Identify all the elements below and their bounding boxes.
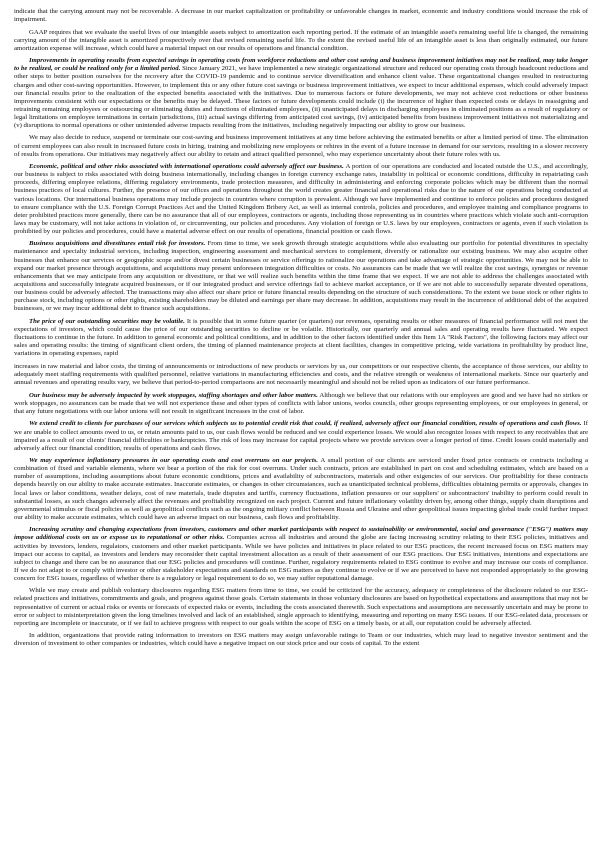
paragraph-2-text: GAAP requires that we evaluate the useful lives of our intangible assets subject to amortization each reporting period. If the estimate of an intangible asset's remaining useful life is changed, the remaining carrying amount of the intangible asset is amortized prospectively over that revised remaining useful life. To the extent the revised useful life of an intangible asset is less than originally estimated, our future amortization expense will increase, which could have a material impact on our results of operations and financial condition. — [14, 28, 588, 52]
paragraph-5 — [14, 163, 588, 236]
paragraph-6-text: From time to time, we seek growth through strategic acquisitions while also evaluating our portfolio for potential divestitures in specialty maintenance and specialty industrial services, including inspection, engineering assessment and mechanical services to complement, diversify or rationalize our existing business. We may also acquire other businesses that enhance our services or geographic scope and/or divest certain businesses or service offerings to rationalize our operations and take advantage of strategic opportunities. We may not be able to expand our market presence through acquisitions, and acquisitions may present unforeseen integration difficulties or costs. No assurances can be made that we will realize the cost savings, synergies or revenue enhancements that we may anticipate from any acquisition or divestiture, or that we will realize such benefits within the time frame that we expect. If we are not able to address the challenges associated with acquisitions and successfully integrate acquired businesses, or if our integrated product and service offerings fail to achieve market acceptance, or if we are not able to successfully separate divested operations, our business could be adversely affected. The transactions may also affect our share price or future financial results depending on the structure of such considerations. To the extent we issue stock or other rights to purchase stock, including options or other rights, existing shareholders may be diluted and earnings per share may decrease. In addition, acquisitions may result in the incurrence of additional debt of the acquired businesses, or we may incur additional debt to finance such acquisitions. — [14, 240, 589, 313]
paragraph-8 — [14, 363, 588, 387]
paragraph-3-heading: Improvements in operating results from expected savings in operating costs from workforce reductions and other cost saving and business improvement initiatives may not be realized, may take longer to be realized, or could be realized only for a limited period. — [14, 57, 588, 73]
paragraph-6-heading: Business acquisitions and divestitures entail risk for investors. — [29, 240, 206, 248]
paragraph-7-text: It is possible that in some future quarter (or quarters) our revenues, operating results or other measures of financial performance will not meet the expectations of investors, which could cause the price of our outstanding securities to decline or be volatile. Historically, our quarterly and annual sales and operating results have fluctuated. We expect fluctuations to continue in the future. In addition to general economic and political conditions, and in addition to the other factors identified under this Item 1A "Risk Factors", the following factors may affect our sales and operating results: the timing of significant client orders, the timing of planned maintenance projects at client facilities, changes in competitive pricing, wide variations in profitability by product line, variations in operating expenses, rapid — [14, 317, 588, 357]
paragraph-12-heading: Increasing scrutiny and changing expectations from investors, customers and other market participants with respect to sustainability or environmental, social and governance ("ESG") matters may impose additional costs on us or expose us to reputational or other risks. — [14, 526, 588, 542]
paragraph-13 — [14, 587, 588, 627]
paragraph-13-text: While we may create and publish voluntary disclosures regarding ESG matters from time to time, we could be criticized for the accuracy, adequacy or completeness of the disclosure related to our ESG-related practices and initiatives, commitments and goals, and progress against those goals. Certain statements in those voluntary disclosures are based on hypothetical expectations and assumptions that may not be representative of current or actual risks or events or forecasts of expected risks or events, including the costs associated therewith. Such expectations and assumptions are necessarily uncertain and may be prone to error or subject to misinterpretation given the long timelines involved and lack of an established, single approach to identifying, measuring and reporting on many ESG issues. If our ESG-related data, processes or reporting are incomplete or inaccurate, or if we fail to achieve progress with respect to our goals within the scope of ESG on a timely basis, or at all, our reputation could be adversely affected. — [14, 587, 588, 627]
paragraph-4 — [14, 134, 588, 158]
paragraph-1-text: indicate that the carrying amount may not be recoverable. A decrease in our market capitalization or profitability or unfavorable changes in market, economic and industry conditions would increase the risk of impairment. — [14, 8, 588, 24]
paragraph-14 — [14, 632, 588, 648]
paragraph-3 — [14, 57, 588, 130]
paragraph-11 — [14, 457, 588, 522]
paragraph-12 — [14, 526, 588, 583]
paragraph-8-text: increases in raw material and labor costs, the timing of announcements or introductions of new products or services by us, our competitors or our respective clients, the acceptance of those services, our ability to adequately meet staffing requirements with qualified personnel, relative variations in manufacturing efficiencies and costs, and the relative strength or weakness of international markets. Since our quarterly and annual revenues and operating results vary, we believe that period-to-period comparisons are not necessarily meaningful and should not be relied upon as indicators of our future performance. — [14, 363, 588, 387]
paragraph-7-heading: The price of our outstanding securities may be volatile. — [29, 317, 185, 325]
paragraph-2 — [14, 29, 588, 53]
paragraph-14-text: In addition, organizations that provide rating information to investors on ESG matters may assign unfavorable ratings to Team or our industries, which may lead to negative investor sentiment and the diversion of investment to other companies or industries, which could have a negative impact on our stock price and our costs of capital. To the extent — [14, 632, 588, 648]
paragraph-9-text: Although we believe that our relations with our employees are good and we have had no strikes or work stoppages, no assurances can be made that we will not experience these and other types of conflicts with labor unions, works councils, other groups representing employees, or our employees in general, or that any future negotiations with our labor unions will not result in significant increases in the cost of labor. — [14, 391, 588, 415]
paragraph-10 — [14, 420, 588, 452]
paragraph-1 — [14, 8, 588, 24]
paragraph-6 — [14, 240, 588, 313]
paragraph-7 — [14, 318, 588, 358]
paragraph-4-text: We may also decide to reduce, suspend or terminate our cost-saving and business improvement initiatives at any time before achieving the estimated benefits or after a limited period of time. The elimination of current employees can also result in increased future costs in hiring, training and mobilizing new employees or rehires in the event of a future increase in demand for our services, resulting in a slower recovery of results from operations. Our initiatives may negatively affect our ability to retain and attract qualified personnel, who may experience uncertainty about their future roles with us. — [14, 134, 588, 158]
paragraph-9 — [14, 392, 588, 416]
paragraph-5-text: A portion of our operations are conducted and located outside the U.S., and accordingly, our business is subject to risks associated with doing business internationally, including changes in foreign currency exchange rates, instability in political or economic conditions, difficulty in repatriating cash proceeds, differing employee relations, differing regulatory environments, trade protection measures, and difficulty in administering and enforcing corporate policies which may be different than the normal business practices of local cultures. Further, the presence of our offices and operations throughout the world creates greater financial and operational risks due to the nature of our operations being conducted at various locations. Our international business operations may include projects in countries where corruption is prevalent. Although we have implemented and continue to enforce policies and procedures designed to ensure compliance with the U.S. Foreign Corrupt Practices Act and the United Kingdom Bribery Act, as well as internal controls, policies and procedures, and employee training and compliance programs to deter prohibited practices more generally, there can be no assurance that all of our employees, contractors or agents, including those representing us in countries where practices which violate such anti-corruption laws may be customary, will not take actions in violation of, or circumventing, our policies and procedures. Any violation of foreign or U.S. laws by our employees, contractors or agents, even if such violation is prohibited by our policies and procedures, could have a material adverse effect on our results of operations, financial position or cash flows. — [14, 163, 588, 235]
paragraph-3-text: Since January 2021, we have implemented a new strategic organizational structure and reduced our operating costs through headcount reductions and other steps to better position ourselves for the recovery after the COVID-19 pandemic and to continue service diversification and enhance client value. These organizational changes resulted in restructuring charges and other cost-saving opportunities. However, to implement this or any other future cost savings or business improvement initiatives, we expect to incur additional expenses, which could adversely impact our financial results prior to the realization of the expected benefits associated with the initiatives. Due to numerous factors or future developments, we may not achieve cost reductions or other business improvements consistent with our expectations or the benefits may be delayed. These factors or future developments could include (i) the incurrence of higher than expected costs or delays in reassigning and retraining remaining employees or outsourcing or eliminating duties and functions of eliminated employees, (ii) unanticipated delays in discharging employees in eliminated positions as a result of regulatory or legal limitations on employee terminations in certain jurisdictions, (iii) actual savings differing from anticipated cost savings, (iv) anticipated benefits from business improvement initiatives not materializing and (v) disruptions to normal operations or other unintended adverse impacts resulting from the initiatives, including negatively impacting our ability to grow our business. — [14, 65, 589, 129]
paragraph-11-heading: We may experience inflationary pressures in our operating costs and cost overruns on our projects. — [29, 457, 319, 465]
paragraph-5-heading: Economic, political and other risks associated with international operations could adversely affect our business. — [29, 163, 344, 171]
paragraph-12-text: Companies across all industries and around the globe are facing increasing scrutiny relating to their ESG policies, initiatives and activities by investors, lenders, regulators, customers and other market participants. While we have policies and initiatives in place related to our ESG practices, the recent increased focus on ESG matters may impact our access to capital, as investors and lenders may reconsider their capital investment allocation as a result of their assessment of our ESG practices. Our ESG initiatives, intentions and expectations are subject to change and there can be no assurance that our ESG policies and procedures will continue. Further, regulatory requirements related to ESG continue to evolve and may increase our costs of compliance. If we do not adapt to or comply with investor or other stakeholder expectations and standards on ESG matters as they continue to evolve or if we are perceived to have not responded appropriately to the growing concern for ESG issues, regardless of whether there is a regulatory or legal requirement to do so, we may suffer reputational damage. — [14, 534, 588, 582]
paragraph-9-heading: Our business may be adversely impacted by work stoppages, staffing shortages and other labor matters. — [29, 391, 318, 399]
paragraph-10-heading: We extend credit to clients for purchases of our services which subjects us to potential credit risk that could, if realized, adversely affect our financial condition, results of operations and cash flows. — [29, 420, 582, 428]
paragraph-11-text: A small portion of our clients are serviced under fixed price contracts or contracts including a combination of fixed and variable elements, where we bear a portion of the risk for cost overruns. Under such contracts, prices are established in part on cost and scheduling estimates, which are based on a number of assumptions, including assumptions about future economic conditions, prices and availability of subcontractors, materials and other exigencies of our services. Our profitability for these contracts depends heavily on our ability to make accurate estimates. Inaccurate estimates, or changes in other circumstances, such as unanticipated technical problems, difficulties obtaining permits or approvals, changes in local laws or labor conditions, weather delays, cost of raw materials, trade disputes and tariffs, currency fluctuations, inflation pressures or our suppliers' or subcontractors' inability to perform could result in substantial losses, as such changes adversely affect the revenues and profitability recognized on each project. Current and future inflationary volatility driven by, among other things, supply chain disruptions and governmental stimulus or fiscal policies as well as geopolitical conflicts such as the ongoing military conflict between Russia and Ukraine and other geopolitical issues impacting global trade could further impact our ability to make accurate estimates, which could have an adverse impact on our business, cash flows and profitability. — [14, 457, 588, 521]
paragraph-10-text: If we are unable to collect amounts owed to us, or retain amounts paid to us, our cash flows would be reduced and we could experience losses. We would also recognize losses with respect to any receivables that are impaired as a result of our clients' financial difficulties or bankruptcies. The risk of loss may increase for capital projects where we provide services over a longer period of time. Credit losses could materially and adversely affect our financial condition, results of operations and cash flows. — [14, 420, 589, 452]
